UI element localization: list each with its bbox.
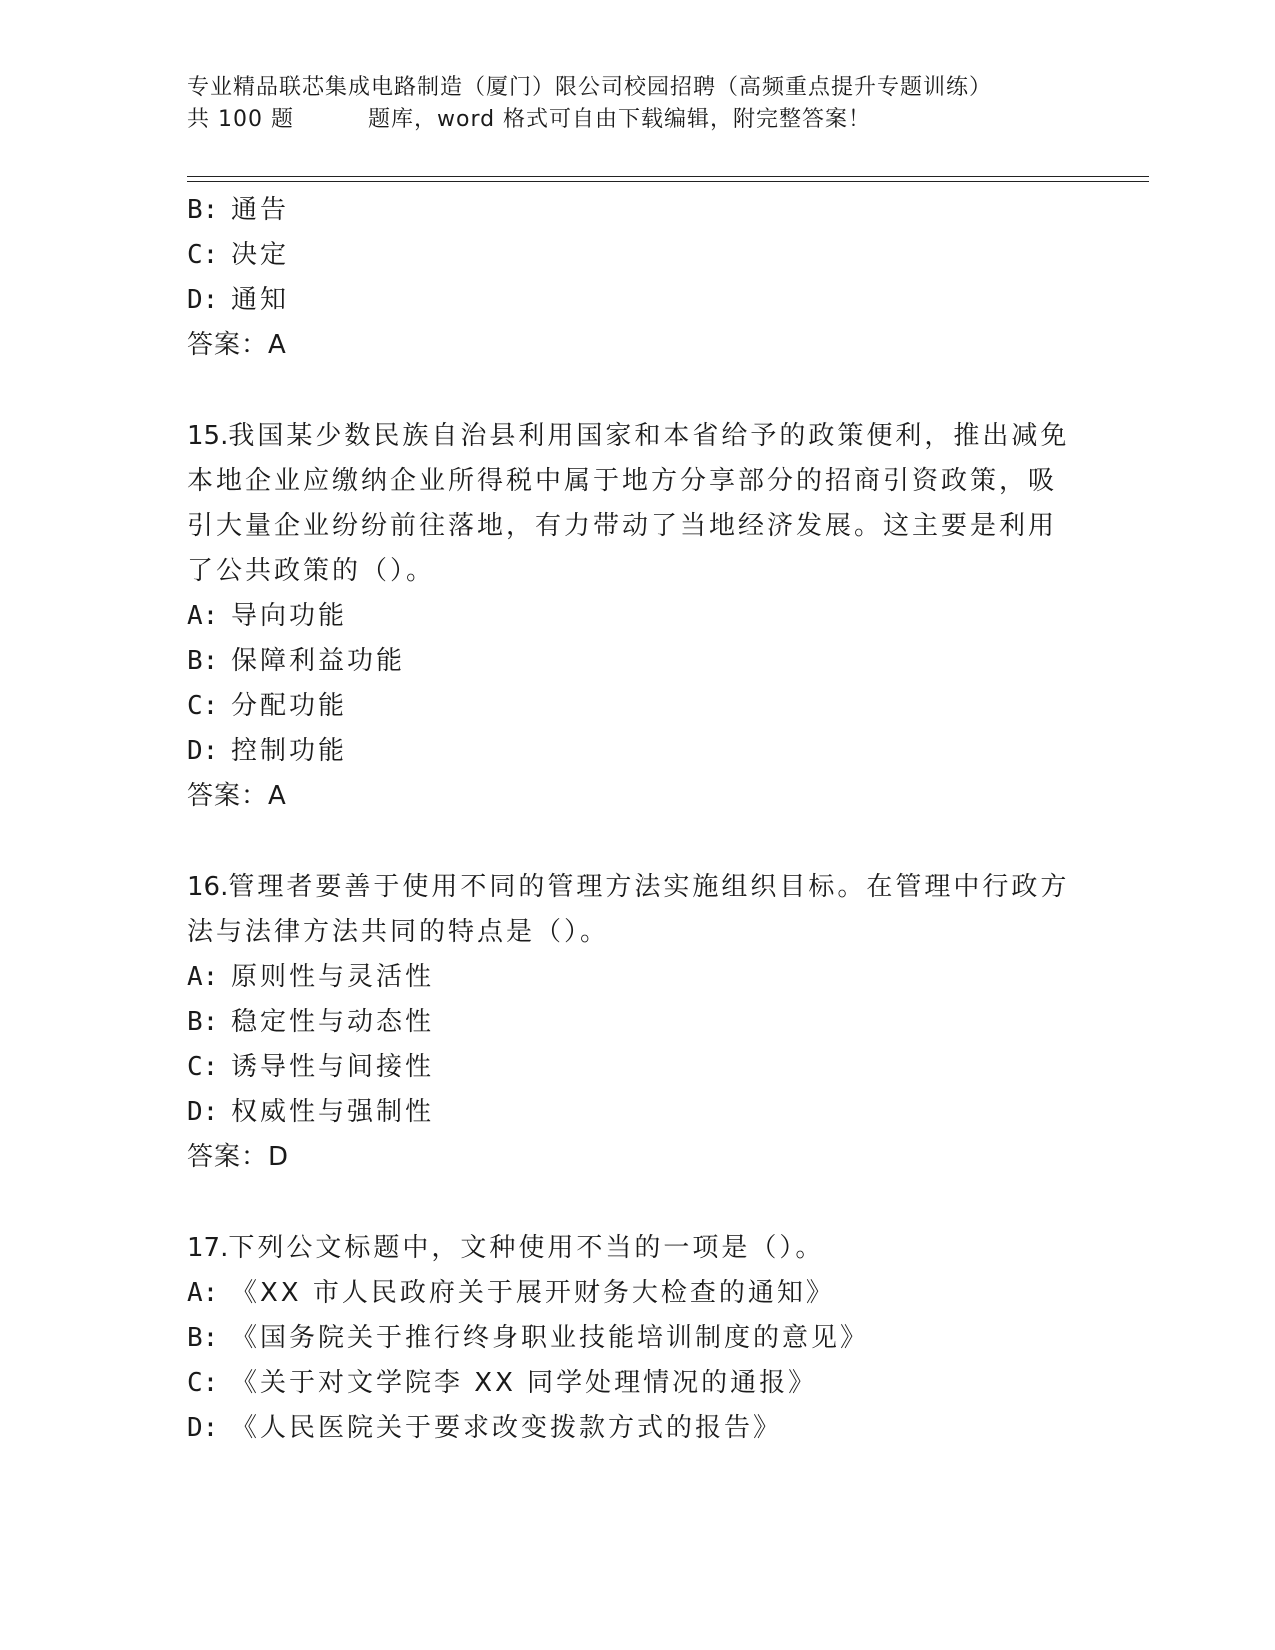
option-d: D: 控制功能	[187, 736, 348, 766]
option-a: A: 导向功能	[187, 601, 348, 631]
option-a: A: 《XX 市人民政府关于展开财务大检查的通知》	[187, 1278, 835, 1308]
header-subtitle	[187, 104, 1147, 136]
question-number: 16.	[187, 872, 229, 902]
header-rule-top	[187, 176, 1149, 177]
option-b: B: 通告	[187, 195, 290, 225]
question-text-line: 了公共政策的（）。	[187, 556, 436, 586]
option-c: C: 《关于对文学院李 XX 同学处理情况的通报》	[187, 1368, 818, 1398]
option-c: C: 诱导性与间接性	[187, 1052, 435, 1082]
option-a: A: 原则性与灵活性	[187, 962, 435, 992]
option-b: B: 稳定性与动态性	[187, 1007, 435, 1037]
question-prev-tail	[187, 188, 1087, 368]
question-text-line: 本地企业应缴纳企业所得税中属于地方分享部分的招商引资政策，吸	[187, 466, 1058, 496]
header-rule-bottom	[187, 181, 1149, 182]
header-count: 共 100 题	[187, 107, 294, 132]
option-d: D: 《人民医院关于要求改变拨款方式的报告》	[187, 1413, 783, 1443]
question-17	[187, 1226, 1087, 1451]
answer-line: 答案：D	[187, 1142, 290, 1172]
option-c: C: 决定	[187, 240, 290, 270]
question-16	[187, 865, 1087, 1180]
option-c: C: 分配功能	[187, 691, 348, 721]
header-note: 题库，word 格式可自由下载编辑，附完整答案！	[367, 107, 872, 132]
option-b: B: 《国务院关于推行终身职业技能培训制度的意见》	[187, 1323, 870, 1353]
question-text-line: 17.下列公文标题中，文种使用不当的一项是（）。	[187, 1233, 825, 1263]
answer-line: 答案：A	[187, 781, 287, 811]
question-text-line: 法与法律方法共同的特点是（）。	[187, 917, 610, 947]
question-text-line: 引大量企业纷纷前往落地，有力带动了当地经济发展。这主要是利用	[187, 511, 1058, 541]
question-text-line: 16.管理者要善于使用不同的管理方法实施组织目标。在管理中行政方	[187, 872, 1070, 902]
option-b: B: 保障利益功能	[187, 646, 406, 676]
option-d: D: 权威性与强制性	[187, 1097, 435, 1127]
question-text-line: 15.我国某少数民族自治县利用国家和本省给予的政策便利，推出减免	[187, 421, 1070, 451]
question-number: 17.	[187, 1233, 229, 1263]
header-title: 专业精品联芯集成电路制造（厦门）限公司校园招聘（高频重点提升专题训练）	[187, 75, 993, 100]
document-body	[187, 188, 1087, 1451]
answer-line: 答案：A	[187, 330, 287, 360]
document-header	[187, 72, 1147, 136]
question-15	[187, 414, 1087, 819]
option-d: D: 通知	[187, 285, 290, 315]
question-number: 15.	[187, 421, 229, 451]
